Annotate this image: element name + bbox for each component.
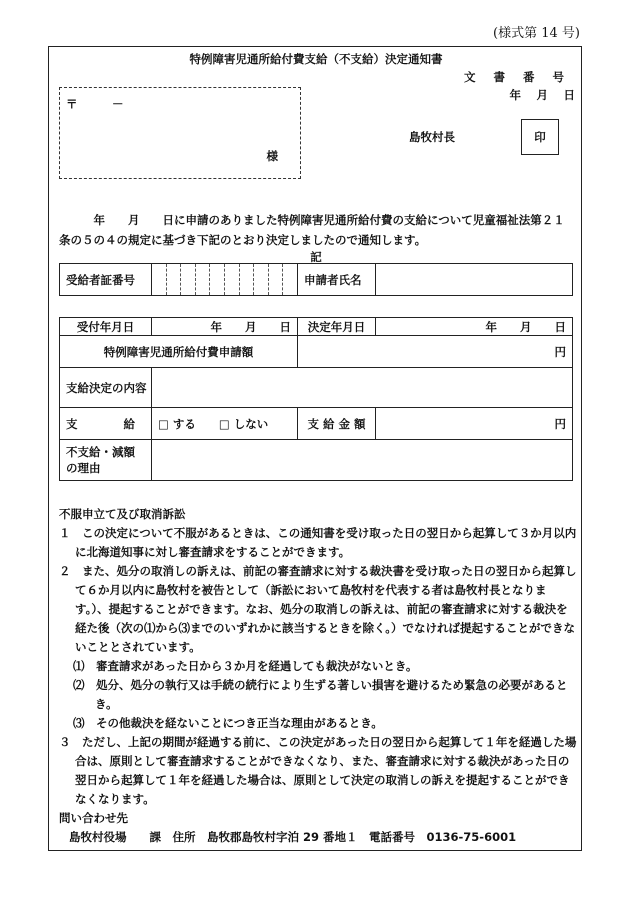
decision-content-value[interactable] (152, 368, 573, 408)
reason-value[interactable] (152, 440, 573, 481)
recipient-table (59, 263, 573, 296)
document-title: 特例障害児通所給付費支給（不支給）決定通知書 (189, 52, 443, 66)
applicant-name-label: 申請者氏名 (298, 264, 376, 296)
note-2-sub-2: ⑵ 処分、処分の執行又は手続の続行により生ずる著しい損害を避けるため緊急の必要があるとき。 (73, 678, 568, 711)
note-2-sub-3: ⑶ その他裁決を経ないことにつき正当な理由があるとき。 (73, 716, 383, 730)
request-amount-label: 特例障害児通所給付費申請額 (60, 336, 298, 368)
note-3: ３ ただし、上記の期間が経過する前に、この決定があった日の翌日から起算して１年を経過した場合は、原則として審査請求することができなくなり、また、審査請求に対する裁決があった日の翌日から起算して１年を経過した場合は、原則として決定の取消しの訴えを提起することができなくなります。 (59, 735, 577, 806)
payment-checkboxes[interactable]: □ する □ しない (152, 408, 298, 440)
issuer-name: 島牧村長 (409, 130, 455, 144)
decision-content-label: 支給決定の内容 (60, 368, 152, 408)
appeal-heading: 不服申立て及び取消訴訟 (59, 507, 186, 521)
seal-box: 印 (521, 119, 559, 155)
note-1: １ この決定について不服があるときは、この通知書を受け取った日の翌日から起算して３か月以内に北海道知事に対し審査請求をすることができます。 (59, 526, 577, 559)
received-date-label: 受付年月日 (60, 318, 152, 336)
payment-amount-label: 支 給 金 額 (298, 408, 376, 440)
received-date-value[interactable]: 年 月 日 (152, 318, 298, 336)
postal-code: 〒 － (66, 97, 124, 111)
reason-label (60, 440, 152, 481)
contact-heading: 問い合わせ先 (59, 811, 128, 825)
recipient-number-label: 受給者証番号 (60, 264, 152, 296)
intro-text: 年 月 日に申請のありました特例障害児通所給付費の支給について児童福祉法第２１条の５の４の規定に基づき下記のとおり決定しましたので通知します。 (59, 213, 565, 247)
ki-heading: 記 (310, 250, 322, 264)
note-2: ２ また、処分の取消しの訴えは、前記の審査請求に対する裁決書を受け取った日の翌日から起算して６か月以内に島牧村を被告として（訴訟において島牧村を代表する者は島牧村長となります。）、提起することができます。なお、処分の取消しの訴えは、前記の審査請求に対する裁決を経た後（次の⑴から⑶までのいずれかに該当するときを除く。）でなければ提起することができないこととされています。 (59, 564, 577, 654)
applicant-name-field[interactable] (376, 264, 573, 296)
address-box (59, 87, 301, 179)
issue-date: 年 月 日 (509, 88, 577, 102)
request-amount-value[interactable]: 円 (298, 336, 573, 368)
addressee-honorific: 様 (266, 149, 278, 163)
reason-label-line-2: の理由 (66, 461, 101, 475)
reason-label-line-1: 不支給・減額 (66, 445, 135, 459)
payment-amount-value[interactable]: 円 (376, 408, 573, 440)
payment-label: 支 給 (60, 408, 152, 440)
note-2-sub-1: ⑴ 審査請求があった日から３か月を経過しても裁決がないとき。 (73, 659, 418, 673)
decision-date-label: 決定年月日 (298, 318, 376, 336)
notice-frame (48, 46, 582, 851)
contact-info: 島牧村役場 課 住所 島牧郡島牧村字泊 29 番地１ 電話番号 0136-75-6001 (69, 830, 517, 844)
decision-table (59, 317, 573, 481)
decision-date-value[interactable]: 年 月 日 (376, 318, 573, 336)
recipient-number-field[interactable] (152, 264, 298, 296)
appeal-notes (59, 505, 579, 847)
form-number: (様式第 14 号) (493, 26, 580, 41)
document-number-label: 文 書 番 号 (463, 70, 571, 84)
